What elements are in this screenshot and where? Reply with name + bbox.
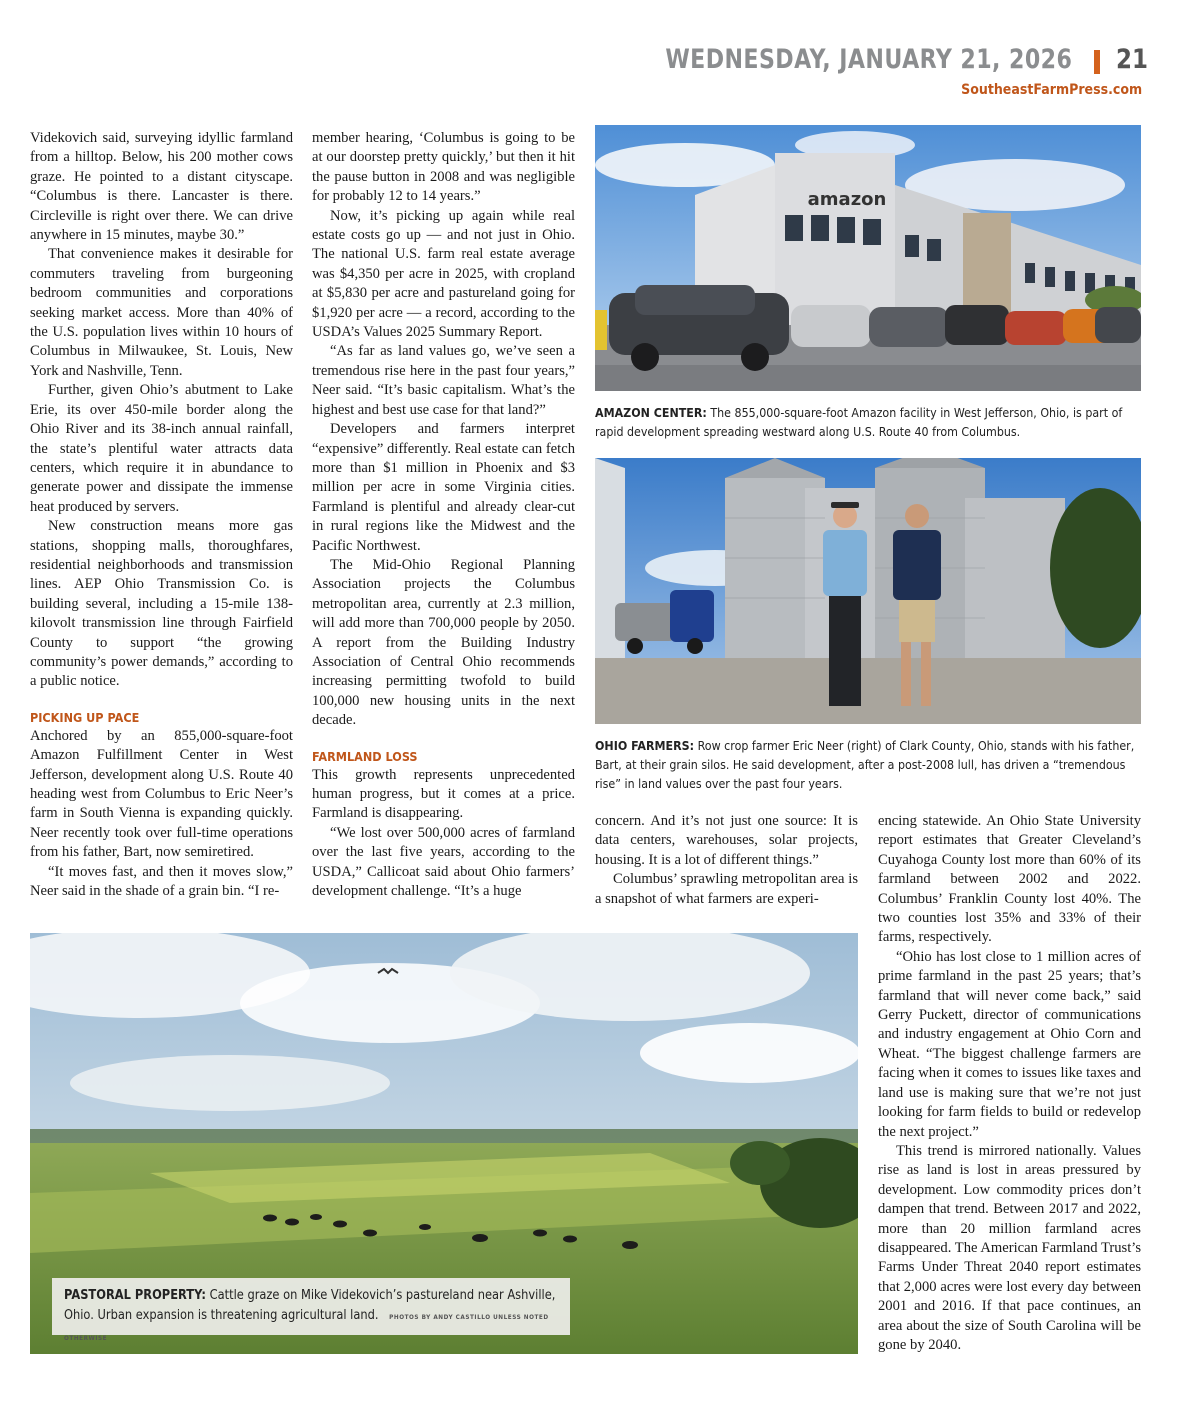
ohio-farmers-photo (595, 458, 1141, 724)
paragraph: “It moves fast, and then it moves slow,” Neer said in the shade of a grain bin. “I re- (30, 863, 293, 900)
header-divider (1094, 50, 1100, 74)
paragraph: “As far as land values go, we’ve seen a tremendous rise here in the past four years,” Neer said. “It’s basic capitalism. What’s the highest and best use case for that land?” (312, 343, 575, 418)
caption-text: Cattle graze on Mike Videkovich’s pastureland near Ashville, Ohio. Urban expansion is threatening agricultural land. (64, 1288, 556, 1323)
article-column-3 (595, 812, 858, 909)
paragraph: Now, it’s picking up again while real estate costs go up — and not just in Ohio. The national U.S. farm real estate average was $4,350 per acre in 2025, with cropland at $5,830 per acre and pastureland going for $1,920 per acre — a record, according to the USDA’s Values 2025 Summary Report. (312, 207, 575, 341)
caption-text: The 855,000-square-foot Amazon facility in West Jefferson, Ohio, is part of rapid development spreading westward along U.S. Route 40 from Columbus. (595, 405, 1123, 439)
paragraph: Anchored by an 855,000-square-foot Amazon Fulfillment Center in West Jefferson, development along U.S. Route 40 heading west from Columbus to Eric Neer’s farm in South Vienna is expanding quickly. Neer recently took over full-time operations from his father, Bart, now semiretired. (30, 727, 293, 861)
caption-label: OHIO FARMERS: (595, 738, 695, 753)
pastoral-photo-caption (52, 1278, 570, 1342)
photo-credit: PHOTOS BY ANDY CASTILLO UNLESS NOTED OTHERWISE (64, 1313, 549, 1342)
paragraph: encing statewide. An Ohio State University report estimates that Greater Cleveland’s Cuyahoga County lost more than 60% of its farmland between 2002 and 2022. Columbus’ Franklin County lost 40%. The two counties lost 35% and 33% of their farms, respectively. (878, 813, 1141, 946)
issue-date: WEDNESDAY, JANUARY 21, 2026 (665, 44, 1072, 75)
page-number: 21 (1116, 44, 1148, 75)
article-column-4 (878, 812, 1141, 1355)
paragraph: Videkovich said, surveying idyllic farmland from a hilltop. Below, his 200 mother cows graze. He pointed to a distant cityscape. “Columbus is there. Lancaster is there. Circleville is right over there. We can drive anywhere in 15 minutes, maybe 30.” (30, 130, 293, 244)
section-heading-farmland-loss: FARMLAND LOSS (312, 748, 418, 764)
paragraph: member hearing, ‘Columbus is going to be at our doorstep pretty quickly,’ but then it hit the pause button in 2008 and was negligible for probably 12 to 14 years.” (312, 130, 575, 205)
paragraph: Developers and farmers interpret “expensive” differently. Real estate can fetch more than $1 million in Phoenix and $3 million per acre in some Virginia cities. Farmland is plentiful and already clear-cut in rural regions like the Midwest and the Pacific Northwest. (312, 421, 575, 554)
paragraph: The Mid-Ohio Regional Planning Association projects the Columbus metropolitan area, currently at 2.3 million, will add more than 700,000 people by 2050. A report from the Building Industry Association of Central Ohio recommends increasing permitting twofold to build 100,000 new housing units in the next decade. (312, 556, 575, 729)
paragraph: This trend is mirrored nationally. Values rise as land is lost in areas pressured by development. Low commodity prices don’t dampen that trend. Between 2017 and 2022, more than 20 million farmland acres disappeared. The American Farmland Trust’s Farms Under Threat 2040 report estimates that 2,000 acres were lost every day between 2001 and 2016. If that pace continues, an area about the size of South Carolina will be gone by 2040. (878, 1142, 1141, 1353)
amazon-sign: amazon (807, 189, 887, 210)
paragraph: Columbus’ sprawling metropolitan area is a snapshot of what farmers are experi- (595, 871, 858, 907)
caption-label: AMAZON CENTER: (595, 405, 707, 420)
amazon-photo-caption (595, 403, 1141, 441)
paragraph: That convenience makes it desirable for commuters traveling from burgeoning bedroom communities and corporations seeking market access. More than 40% of the U.S. population lives within 10 hours of Columbus in Milwaukee, St. Louis, New York and Nashville, Tenn. (30, 246, 293, 379)
farmers-photo-caption (595, 736, 1141, 793)
paragraph: concern. And it’s not just one source: It is data centers, warehouses, solar projects, housing. It is a lot of different things.” (595, 813, 858, 868)
paragraph: This growth represents unprecedented human progress, but it comes at a price. Farmland is disappearing. (312, 766, 575, 822)
caption-text: Row crop farmer Eric Neer (right) of Clark County, Ohio, stands with his father, Bart, at their grain silos. He said development, after a post-2008 lull, has driven a “tremendous rise” in land values over the past four years. (595, 738, 1135, 791)
paragraph: New construction means more gas stations, shopping malls, thoroughfares, residential neighborhoods and transmission lines. AEP Ohio Transmission Co. is building several, including a 15-mile 138-kilovolt transmission line through Fairfield County to support “the growing community’s power demands,” according to a public notice. (30, 518, 293, 690)
site-link[interactable]: SoutheastFarmPress.com (960, 82, 1142, 98)
paragraph: “We lost over 500,000 acres of farmland over the last five years, according to the USDA,” Callicoat said about Ohio farmers’ development challenge. “It’s a huge (312, 824, 575, 900)
article-column-2 (312, 129, 575, 901)
paragraph: “Ohio has lost close to 1 million acres of prime farmland in the past 25 years; that’s farmland that will never come back,” said Gerry Puckett, director of communications and industry engagement at Ohio Corn and Wheat. “The biggest challenge farmers are facing when it comes to issues like taxes and land use is making sure that we’re not just looking for farm fields to build or redevelop the next project.” (878, 948, 1141, 1140)
caption-label: PASTORAL PROPERTY: (64, 1288, 206, 1303)
amazon-center-photo (595, 125, 1141, 391)
article-column-1 (30, 129, 293, 901)
paragraph: Further, given Ohio’s abutment to Lake Erie, its over 450-mile border along the Ohio River and its 38-inch annual rainfall, the state’s plentiful water attracts data centers, which require it in abundance to generate power and dissipate the immense heat produced by servers. (30, 382, 293, 515)
section-heading-picking-up-pace: PICKING UP PACE (30, 709, 140, 725)
